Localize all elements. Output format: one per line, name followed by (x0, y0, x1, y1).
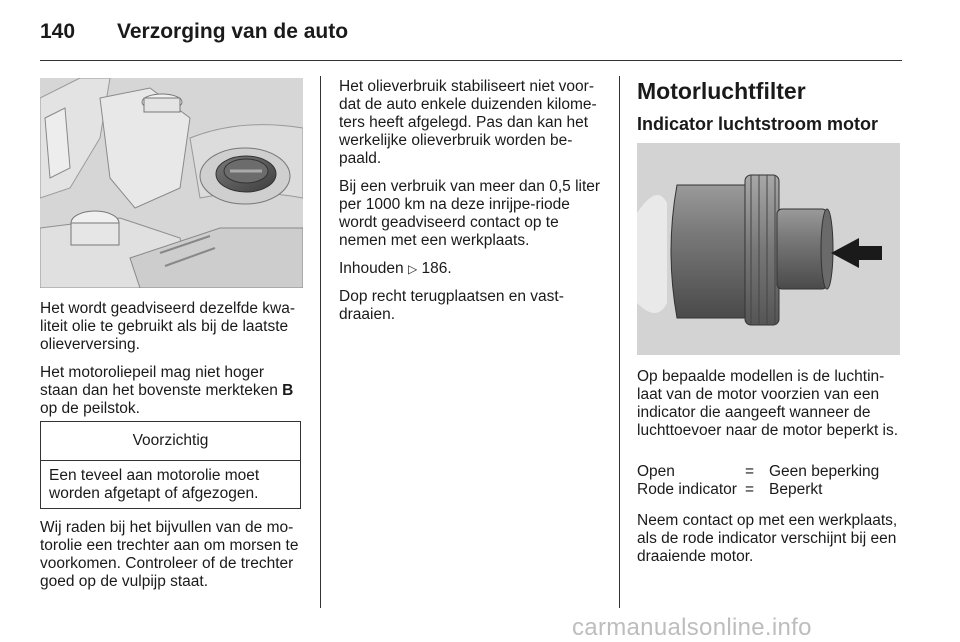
column-divider (320, 76, 321, 608)
paragraph: Neem contact op met een werkplaats, als de rode indicator verschijnt bij een draaiende motor. (637, 512, 898, 565)
text-run: op de peilstok. (40, 400, 140, 417)
page-number: 140 (40, 20, 76, 43)
reference-arrow-icon: ▷ (407, 262, 418, 276)
page-title: Verzorging van de auto (117, 20, 349, 43)
caution-text: Een teveel aan motorolie moet worden afgetapt of afgezogen. (49, 467, 260, 502)
header-rule (40, 60, 902, 61)
paragraph (40, 364, 304, 418)
column-3-text-lower (637, 512, 905, 576)
watermark: carmanualsonline.info (572, 614, 812, 641)
column-2-text (339, 78, 605, 334)
paragraph: Het olieverbruik stabiliseert niet voor-dat de auto enkele duizenden kilome-ters heeft afgelegd. Pas dan kan het werkelijke olieverbruik worden be-paald. (339, 78, 597, 167)
column-1-text (40, 300, 304, 428)
definition-description: Geen beperking (769, 463, 880, 480)
section-title: Motorluchtfilter (637, 78, 806, 104)
definition-separator: = (745, 463, 755, 480)
text-run: Het motoroliepeil mag niet hoger staan dan het bovenste merkteken (40, 364, 283, 399)
paragraph: Het wordt geadviseerd dezelfde kwa-liteit olie te gebruikt als bij de laatste olieverversing. (40, 300, 296, 353)
definition-separator: = (745, 481, 755, 498)
paragraph: Dop recht terugplaatsen en vast-draaien. (339, 288, 564, 323)
definition-term: Rode indicator (637, 481, 737, 498)
page-reference[interactable]: 186. (417, 260, 452, 277)
definition-description: Beperkt (769, 481, 823, 498)
engine-bay-illustration (40, 78, 303, 288)
paragraph: Op bepaalde modellen is de luchtin-laat van de motor voorzien van een indicator die aangeeft wanneer de luchttoevoer naar de motor beperkt is. (637, 368, 899, 439)
text-run: Inhouden (339, 260, 408, 277)
caution-box (40, 421, 301, 509)
definition-row (637, 481, 903, 499)
subsection-title: Indicator luchtstroom motor (637, 114, 879, 134)
column-3-text (637, 368, 903, 450)
definition-row (637, 463, 903, 481)
paragraph: Bij een verbruik van meer dan 0,5 liter per 1000 km na deze inrijpe-riode wordt geadviseerd contact op te nemen met een werkplaats. (339, 178, 601, 249)
definition-term: Open (637, 463, 675, 480)
column-1-text-lower (40, 519, 304, 601)
column-divider (619, 76, 620, 608)
airflow-indicator-illustration (637, 143, 900, 355)
marker-label: B (282, 382, 294, 399)
page-header (40, 14, 900, 60)
paragraph: Wij raden bij het bijvullen van de mo-torolie een trechter aan om morsen te voorkomen. Controleer of de trechter goed op de vulpijp staat. (40, 519, 299, 590)
caution-title: Voorzichtig (41, 422, 300, 461)
definition-list (637, 463, 903, 499)
paragraph (339, 260, 605, 278)
